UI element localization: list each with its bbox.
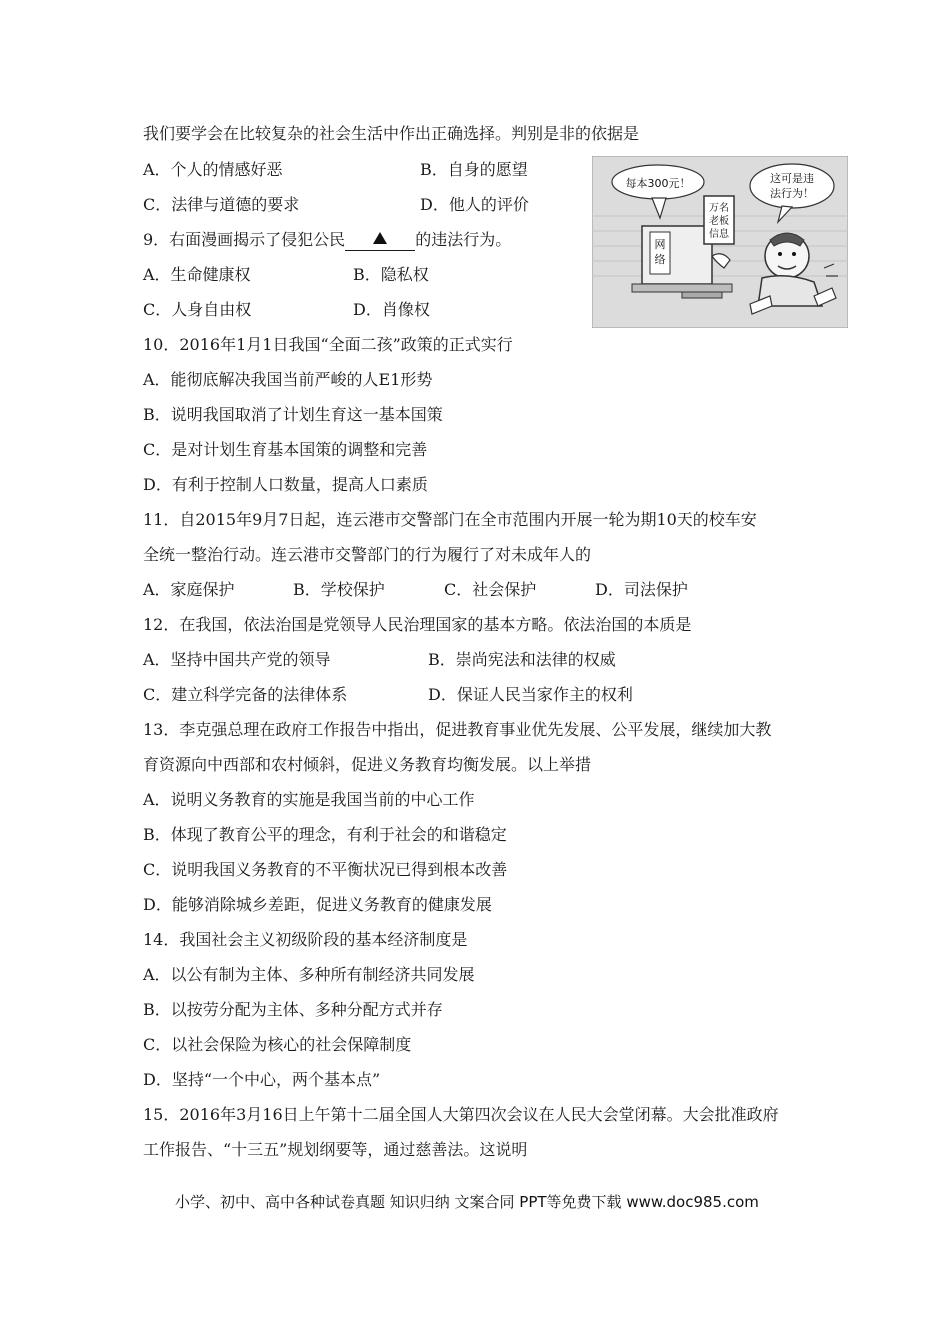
- book-text-1: 万名: [709, 203, 729, 214]
- question-15-stem-line2: 工作报告、“十三五”规划纲要等，通过慈善法。这说明: [143, 1140, 528, 1159]
- question-11-stem-line2: 全统一整治行动。连云港市交警部门的行为履行了对未成年人的: [143, 545, 592, 564]
- q9-text-after: 的违法行为。: [415, 230, 512, 249]
- q14-option-d: D．坚持“一个中心，两个基本点”: [143, 1070, 381, 1089]
- q12-option-c: C．建立科学完备的法律体系: [143, 685, 348, 704]
- q12-option-d: D．保证人民当家作主的权利: [428, 685, 633, 704]
- q12-option-b: B．崇尚宪法和法律的权威: [428, 650, 616, 669]
- cartoon-illustration: [592, 156, 848, 328]
- question-11-stem-line1: 11．自2015年9月7日起，连云港市交警部门在全市范围内开展一轮为期10天的校车安: [143, 510, 757, 529]
- q8-option-b: B．自身的愿望: [420, 160, 528, 179]
- q14-option-a: A．以公有制为主体、多种所有制经济共同发展: [143, 965, 475, 984]
- q8-option-a: A．个人的情感好恶: [143, 160, 283, 179]
- question-13-stem-line2: 育资源向中西部和农村倾斜，促进义务教育均衡发展。以上举措: [143, 755, 592, 774]
- book-text-2: 老板: [709, 216, 729, 227]
- cartoon-drawing: [592, 156, 848, 328]
- speech-bubble-right: [750, 164, 834, 208]
- monitor-text-1: 网: [654, 238, 666, 251]
- page-footer: 小学、初中、高中各种试卷真题 知识归纳 文案合同 PPT等免费下载 www.doc985.com: [175, 1193, 759, 1211]
- question-9-stem: [143, 230, 511, 251]
- q10-option-a: A．能彻底解决我国当前严峻的人E1形势: [143, 370, 433, 389]
- q9-option-c: C．人身自由权: [143, 300, 252, 319]
- q9-option-b: B．隐私权: [353, 265, 429, 284]
- question-8-stem: 我们要学会在比较复杂的社会生活中作出正确选择。判别是非的依据是: [143, 124, 640, 143]
- q9-text-before: 9．右面漫画揭示了侵犯公民: [143, 230, 346, 249]
- bubble-left-text: 每本300元！: [625, 177, 691, 190]
- q11-option-c: C．社会保护: [444, 580, 537, 599]
- bubble-right-line2: 法行为！: [770, 187, 814, 200]
- q9-option-d: D．肖像权: [353, 300, 430, 319]
- question-13-stem-line1: 13．李克强总理在政府工作报告中指出，促进教育事业优先发展、公平发展，继续加大教: [143, 720, 772, 739]
- q10-option-c: C．是对计划生育基本国策的调整和完善: [143, 440, 428, 459]
- book-text-3: 信息: [709, 229, 729, 240]
- q13-option-c: C．说明我国义务教育的不平衡状况已得到根本改善: [143, 860, 508, 879]
- answer-blank: [345, 230, 415, 251]
- q8-option-c: C．法律与道德的要求: [143, 195, 300, 214]
- question-15-stem-line1: 15．2016年3月16日上午第十二届全国人大第四次会议在人民大会堂闭幕。大会批准政府: [143, 1105, 779, 1124]
- q13-option-a: A．说明义务教育的实施是我国当前的中心工作: [143, 790, 475, 809]
- q10-option-d: D．有利于控制人口数量，提高人口素质: [143, 475, 428, 494]
- question-10-stem: 10．2016年1月1日我国“全面二孩”政策的正式实行: [143, 335, 513, 354]
- q9-option-a: A．生命健康权: [143, 265, 251, 284]
- q13-option-d: D．能够消除城乡差距，促进义务教育的健康发展: [143, 895, 492, 914]
- q11-option-d: D．司法保护: [595, 580, 688, 599]
- question-14-stem: 14．我国社会主义初级阶段的基本经济制度是: [143, 930, 468, 949]
- triangle-icon: [373, 232, 387, 244]
- q11-option-a: A．家庭保护: [143, 580, 235, 599]
- question-12-stem: 12．在我国，依法治国是党领导人民治理国家的基本方略。依法治国的本质是: [143, 615, 692, 634]
- monitor-text-2: 络: [654, 253, 666, 266]
- q14-option-c: C．以社会保险为核心的社会保障制度: [143, 1035, 412, 1054]
- q12-option-a: A．坚持中国共产党的领导: [143, 650, 331, 669]
- q13-option-b: B．体现了教育公平的理念，有利于社会的和谐稳定: [143, 825, 507, 844]
- bubble-right-line1: 这可是违: [770, 172, 814, 185]
- q10-option-b: B．说明我国取消了计划生育这一基本国策: [143, 405, 443, 424]
- q11-option-b: B．学校保护: [293, 580, 385, 599]
- q8-option-d: D．他人的评价: [420, 195, 529, 214]
- q14-option-b: B．以按劳分配为主体、多种分配方式并存: [143, 1000, 443, 1019]
